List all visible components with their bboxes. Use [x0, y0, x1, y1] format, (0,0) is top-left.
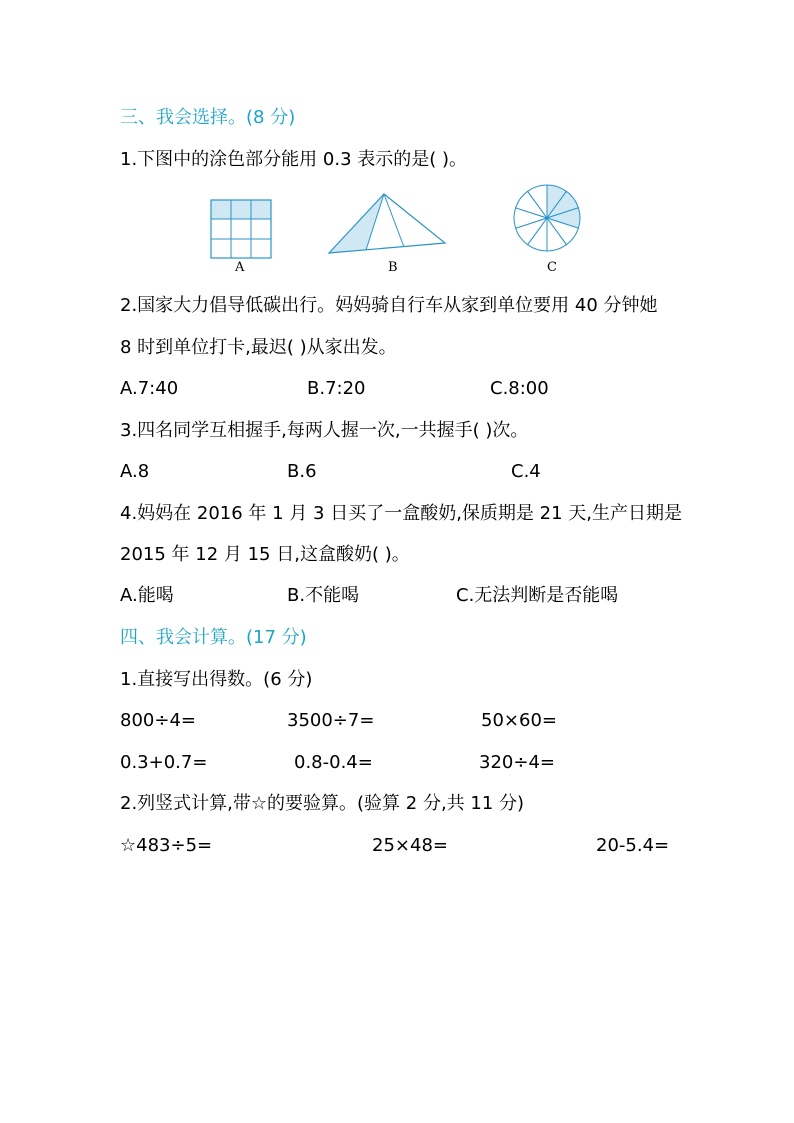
- question-3-4-line-2: 2015 年 12 月 15 日,这盒酸奶( )。: [120, 544, 410, 565]
- option-a: A.8: [120, 461, 150, 482]
- section-3-heading: 三、我会选择。(8 分): [120, 107, 296, 128]
- calc-row-2: [120, 751, 720, 775]
- option-a: A.7:40: [120, 378, 179, 399]
- figure-a-grid: [210, 199, 272, 259]
- question-3-3-options: [120, 460, 720, 484]
- question-4-1: 1.直接写出得数。(6 分): [120, 669, 313, 690]
- calc-item: 0.8-0.4=: [294, 752, 373, 773]
- vertical-calc-row: [120, 834, 720, 858]
- calc-item: 25×48=: [372, 835, 448, 856]
- question-3-1: 1.下图中的涂色部分能用 0.3 表示的是( )。: [120, 149, 468, 170]
- option-c: C.无法判断是否能喝: [456, 585, 619, 606]
- question-4-2: 2.列竖式计算,带☆的要验算。(验算 2 分,共 11 分): [120, 793, 525, 814]
- question-3-2-line-1: 2.国家大力倡导低碳出行。妈妈骑自行车从家到单位要用 40 分钟她: [120, 295, 658, 316]
- option-a: A.能喝: [120, 585, 174, 606]
- figure-b-label: B: [388, 260, 398, 275]
- section-4-heading: 四、我会计算。(17 分): [120, 627, 307, 648]
- figure-b-triangle: [326, 190, 448, 256]
- calc-item: 800÷4=: [120, 710, 196, 731]
- calc-item: 320÷4=: [479, 752, 555, 773]
- question-3-3: 3.四名同学互相握手,每两人握一次,一共握手( )次。: [120, 420, 529, 441]
- option-c: C.4: [511, 461, 541, 482]
- calc-item: 20-5.4=: [596, 835, 670, 856]
- option-c: C.8:00: [490, 378, 549, 399]
- figure-c-circle: [512, 183, 582, 253]
- question-3-4-line-1: 4.妈妈在 2016 年 1 月 3 日买了一盒酸奶,保质期是 21 天,生产日期是: [120, 503, 683, 524]
- option-b: B.7:20: [307, 378, 366, 399]
- question-3-2-options: [120, 377, 720, 401]
- grid-shaded-cell: [211, 200, 271, 219]
- option-b: B.不能喝: [287, 585, 360, 606]
- calc-item: ☆483÷5=: [120, 835, 213, 856]
- figure-a-label: A: [235, 260, 245, 275]
- option-b: B.6: [287, 461, 317, 482]
- question-3-4-options: [120, 584, 720, 608]
- calc-item: 50×60=: [481, 710, 557, 731]
- calc-item: 0.3+0.7=: [120, 752, 208, 773]
- calc-item: 3500÷7=: [287, 710, 375, 731]
- figure-c-label: C: [547, 260, 557, 275]
- question-3-2-line-2: 8 时到单位打卡,最迟( )从家出发。: [120, 337, 397, 358]
- calc-row-1: [120, 709, 720, 733]
